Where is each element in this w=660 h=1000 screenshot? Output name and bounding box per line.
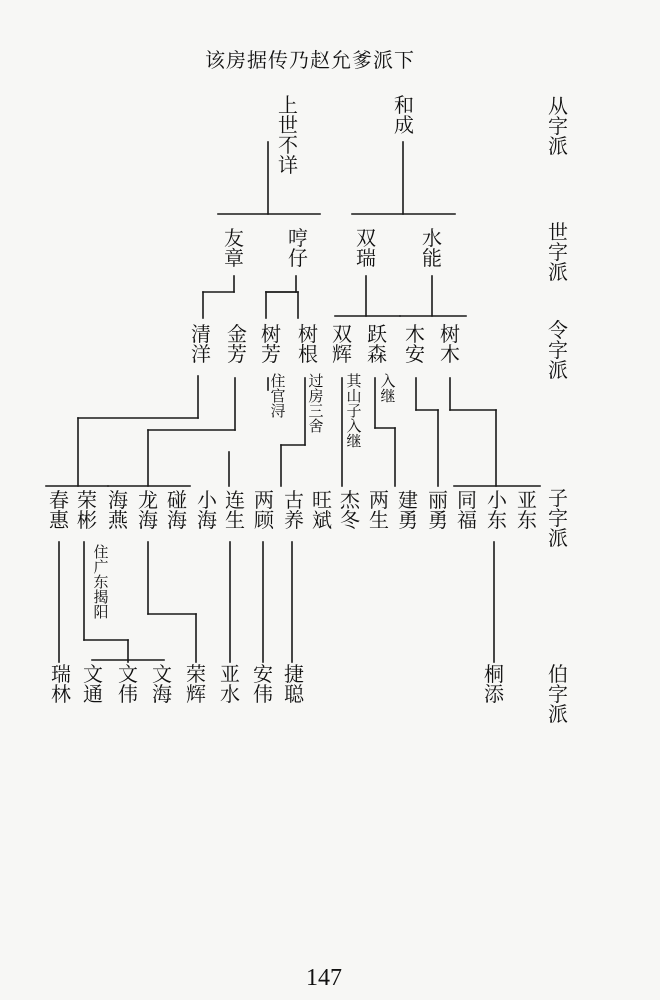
person-mu-an: 木 安: [405, 322, 425, 366]
generation-label-cong: 从 字 派: [548, 94, 568, 158]
person-wen-wei: 文 伟: [118, 662, 138, 706]
person-jian-yong: 建 勇: [398, 488, 418, 532]
person-liang-sheng: 两 生: [369, 488, 389, 532]
generation-label-shi: 世 字 派: [548, 220, 568, 284]
person-qing-yang: 清 洋: [191, 322, 211, 366]
person-shuang-hui: 双 辉: [332, 322, 352, 366]
person-xiao-dong: 小 东: [487, 488, 507, 532]
person-shuang-rui: 双 瑞: [356, 226, 376, 270]
person-ya-shui: 亚 水: [220, 662, 240, 706]
person-gu-yang: 古 养: [284, 488, 304, 532]
person-tong-fu: 同 福: [457, 488, 477, 532]
person-lian-sheng: 连 生: [225, 488, 245, 532]
person-shui-neng: 水 能: [422, 226, 442, 270]
person-ya-dong: 亚 东: [517, 488, 537, 532]
person-shu-fang: 树 芳: [261, 322, 281, 366]
person-hai-yan: 海 燕: [108, 488, 128, 532]
generation-label-bo: 伯 字 派: [548, 662, 568, 726]
person-heng-zai: 哼 仔: [288, 226, 308, 270]
person-he-cheng: 和 成: [394, 93, 414, 137]
person-shu-mu: 树 木: [440, 322, 460, 366]
person-rong-bin: 荣 彬: [77, 488, 97, 532]
person-wang-bin: 旺 斌: [312, 488, 332, 532]
person-jie-cong: 捷 聪: [284, 662, 304, 706]
person-wen-hai: 文 海: [152, 662, 172, 706]
note-qi-shan-zi-ru-ji: 其 山 子 入 继: [346, 372, 362, 450]
page-number: 147: [306, 965, 342, 991]
person-li-yong: 丽 勇: [428, 488, 448, 532]
person-peng-hai: 碰 海: [167, 488, 187, 532]
person-xiao-hai: 小 海: [197, 488, 217, 532]
note-zhu-guan-xun: 住 官 浔: [270, 372, 286, 420]
person-tong-tian: 桐 添: [484, 662, 504, 706]
person-shu-gen: 树 根: [298, 322, 318, 366]
person-wen-tong: 文 通: [83, 662, 103, 706]
person-chun-hui: 春 惠: [49, 488, 69, 532]
page-title: 该房据传乃赵允爹派下: [205, 48, 415, 72]
note-guo-fang-san-she: 过 房 三 舍: [308, 372, 324, 435]
generation-label-ling: 令 字 派: [548, 318, 568, 382]
person-rui-lin: 瑞 林: [51, 662, 71, 706]
note-zhu-guangdong-jieyang: 住 广 东 揭 阳: [93, 543, 109, 621]
person-an-wei: 安 伟: [253, 662, 273, 706]
person-jie-dong: 杰 冬: [340, 488, 360, 532]
generation-label-zi: 子 字 派: [548, 486, 568, 550]
person-shang-shi-bu-xiang: 上 世 不 详: [278, 93, 298, 177]
person-yue-sen: 跃 森: [367, 322, 387, 366]
note-ru-ji: 入 继: [380, 372, 396, 405]
person-jin-fang: 金 芳: [227, 322, 247, 366]
person-you-zhang: 友 章: [224, 226, 244, 270]
person-rong-hui: 荣 辉: [186, 662, 206, 706]
person-long-hai: 龙 海: [138, 488, 158, 532]
person-liang-gu: 两 顾: [254, 488, 274, 532]
